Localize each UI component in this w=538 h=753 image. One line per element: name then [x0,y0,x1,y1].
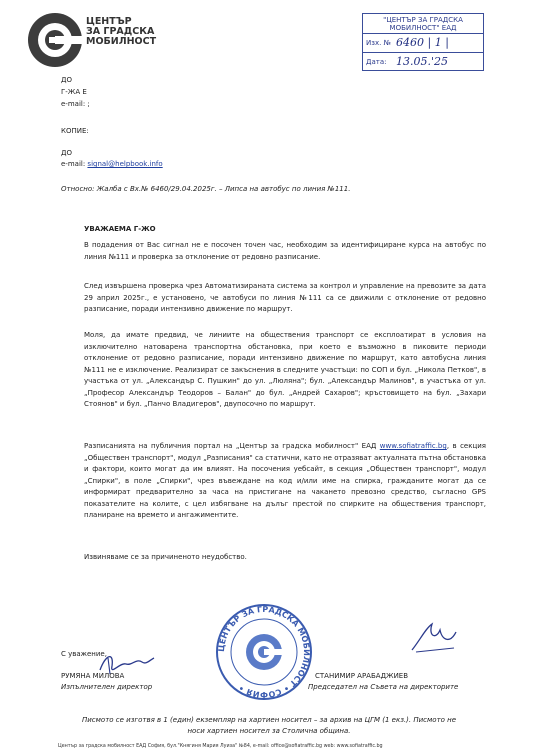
recipient-email-label: e-mail: ; [61,100,90,108]
copy-email-label: e-mail: [61,160,88,168]
copy-email-link[interactable]: signal@helpbook.info [87,160,163,168]
signature-arabadzhiev-icon [406,620,462,656]
stamp-date-label: Дата: [366,58,387,66]
paragraph-3: Моля, да имате предвид, че линиите на обществения транспорт се експлоатират в условия на изключително натоварена транспортна обстановка, при което е възможно в пиковите периоди отклонение от редовно разписание, поради интензивно движение по маршрут, като автобусна линия №111 не е изключение. Реализират се закъснения в следните участъци: по СОП и бул. „Никола Петков", в участъка от ул. „Александър С. Пушкин" до ул. „Люляна"; бул. „Александър Малинов", в участъка от ул. „Професор Александър Теодоров – Балан" до бул. „Андрей Сахаров"; кръстовището на бул. „Захари Стоянов" и бул. „Панчо Владигеров", двупосочно по маршрут. [84,331,486,408]
signatory-1-title: Изпълнителен директор [61,683,153,691]
organization-name: ЦЕНТЪР ЗА ГРАДСКА МОБИЛНОСТ [86,16,157,47]
paragraph-1: В подадения от Вас сигнал не е посочен точен час, необходим за идентифициране курса на автобус по линия №111 и проверка за отклонение от редовно разписание. [84,241,486,261]
stamp-date-value: 13.05.'25 [396,55,449,68]
company-logo-icon [25,10,85,70]
recipient-name: Г-ЖА Е [61,88,87,96]
recipient-to-label: ДО [61,76,72,84]
stamp-reg-label: Изх. № [366,39,391,47]
copy-email-line [61,160,163,169]
greeting: УВАЖАЕМА Г-ЖО [84,225,156,233]
footer-contacts: Център за градска мобилност ЕАД София, бул."Княгиня Мария Луиза" №84, e-mail: office@sofiatraffic.bg web: www.sofiatraffic.bg [58,744,383,749]
signatory-2-name: СТАНИМИР АРАБАДЖИЕВ [315,672,409,680]
company-seal-icon [214,602,314,702]
distribution-note-line-2: носи хартиен носител за Столична община. [187,727,351,735]
stamp-reg-value: 6460 | 1 | [396,36,449,49]
subject-line: Относно: Жалба с Вх.№ 6460/29.04.2025г. – Липса на автобус по линия №111. [61,185,351,193]
sofiatraffic-link[interactable]: www.sofiatraffic.bg [379,442,447,450]
paragraph-4: Разписанията на публичния портал на „Център за градска мобилност" ЕАД www.sofiatraffic.bg, в секция „Обществен транспорт", модул „Разписания" са статични, като не отразяват актуалната пътна обстановка и фактори, които могат да им влияят. На посочения уебсайт, в секция „Обществен транспорт", модул „Спирки", в поле „Спирки", чрез въвеждане на код и/или име на спирка, гражданите могат да се информират предварително за часа на пристигане на чакането превозно средство, съгласно GPS показателите на колите, с цел избягване на дълъг престой по спирките на обществения транспорт, планиране на времето и ангажиментите. [84,442,486,519]
registration-stamp [362,13,484,71]
stamp-title: "ЦЕНТЪР ЗА ГРАДСКА МОБИЛНОСТ" ЕАД [363,14,483,34]
paragraph-2: След извършена проверка чрез Автоматизираната система за контрол и управление на превозите за дата 29 април 2025г., е установено, че автобуси по линия №111 са се движили с отклонение от редовно разписание, поради интензивно движение по маршрут. [84,282,486,313]
seal-text: ЦЕНТЪР ЗА ГРАДСКА МОБИЛНОСТ • СОФИЯ • [216,604,312,700]
closing-text: С уважение, [61,650,107,658]
copy-to-label: ДО [61,149,72,157]
copy-label: КОПИЕ: [61,127,89,135]
apology-text: Извиняваме се за причиненото неудобство. [84,553,247,561]
signatory-2-title: Председател на Съвета на директорите [308,683,459,691]
signatory-1-name: РУМЯНА МИЛОВА [61,672,125,680]
distribution-note-line-1: Писмото се изготвя в 1 (един) екземпляр на хартиен носител – за архив на ЦГМ (1 екз.). Писмото не [81,716,457,724]
